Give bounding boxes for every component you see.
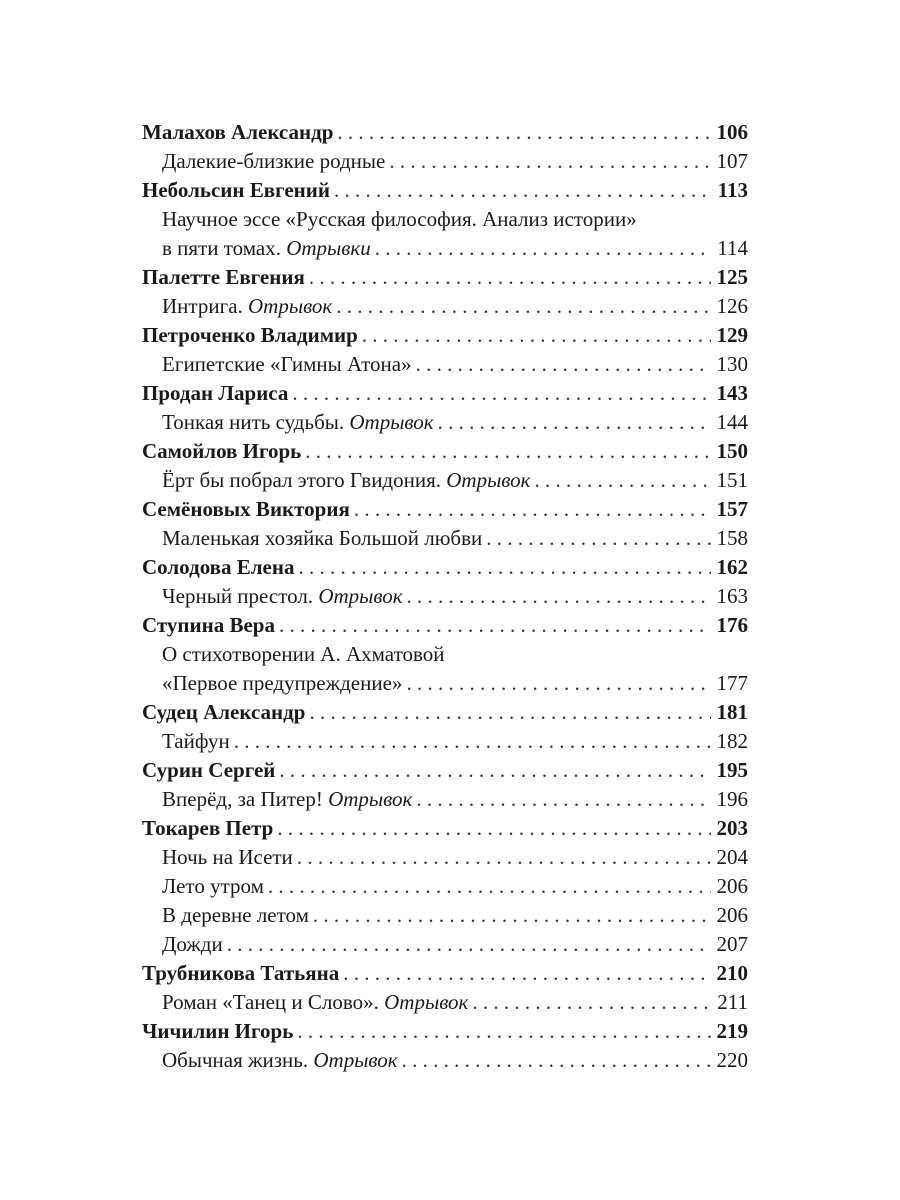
toc-entry-title (142, 176, 330, 205)
dot-leader (438, 408, 711, 437)
toc-entry-title-text: В деревне летом (162, 903, 309, 927)
toc-page-number: 203 (716, 816, 748, 840)
dot-leader (279, 756, 710, 785)
dot-leader (305, 437, 710, 466)
toc-entry-title (162, 205, 748, 234)
toc-entry-title-text: Продан Лариса (142, 381, 289, 405)
toc-author-entry (142, 959, 748, 988)
toc-entry-title-text: Петроченко Владимир (142, 323, 358, 347)
toc-entry-title (142, 553, 294, 582)
toc-work-entry (142, 930, 748, 959)
toc-page-number: 177 (716, 671, 748, 695)
dot-leader (416, 785, 710, 814)
toc-entry-title-text: Обычная жизнь. (162, 1048, 309, 1072)
toc-author-entry (142, 698, 748, 727)
dot-leader (354, 495, 711, 524)
dot-leader (234, 727, 711, 756)
toc-entry-title (162, 872, 264, 901)
toc-entry-title-text: Черный престол. (162, 584, 314, 608)
toc-entry-subtitle: Отрывок (248, 294, 333, 318)
toc-entry-subtitle: Отрывки (286, 236, 371, 260)
toc-entry-title (162, 234, 371, 263)
toc-page-number: 219 (716, 1019, 748, 1043)
table-of-contents (142, 118, 748, 1075)
toc-work-entry (142, 901, 748, 930)
toc-entry-title (142, 814, 273, 843)
dot-leader (416, 350, 711, 379)
toc-entry-title (162, 350, 412, 379)
toc-page-number: 126 (716, 294, 748, 318)
toc-author-entry (142, 118, 748, 147)
dot-leader (268, 872, 711, 901)
toc-entry-title-text: Сурин Сергей (142, 758, 276, 782)
toc-entry-title (162, 408, 434, 437)
toc-entry-title (162, 466, 530, 495)
toc-work-entry (142, 350, 748, 379)
toc-entry-title-text: Маленькая хозяйка Большой любви (162, 526, 483, 550)
toc-entry-title-text: Ступина Вера (142, 613, 275, 637)
toc-entry-title (142, 611, 275, 640)
toc-entry-title-text: Токарев Петр (142, 816, 274, 840)
toc-entry-title (162, 930, 223, 959)
toc-entry-title-text: Чичилин Игорь (142, 1019, 294, 1043)
toc-work-entry (142, 292, 748, 321)
toc-entry-title (162, 292, 332, 321)
toc-page-number: 113 (717, 178, 748, 202)
toc-page-number: 114 (717, 236, 748, 260)
dot-leader (297, 1017, 710, 1046)
toc-page-number: 163 (716, 584, 748, 608)
toc-author-entry (142, 553, 748, 582)
toc-work-entry (142, 147, 748, 176)
toc-work-entry (142, 582, 748, 611)
toc-entry-title (142, 263, 305, 292)
toc-page-number: 220 (716, 1048, 748, 1072)
toc-page-number: 125 (716, 265, 748, 289)
toc-work-entry (142, 408, 748, 437)
dot-leader (309, 263, 711, 292)
toc-entry-title (142, 379, 288, 408)
toc-page-number: 181 (716, 700, 748, 724)
toc-page-number: 158 (716, 526, 748, 550)
dot-leader (402, 1046, 711, 1075)
toc-entry-title (142, 321, 358, 350)
toc-author-entry (142, 814, 748, 843)
toc-entry-title-text: Роман «Танец и Слово». (162, 990, 379, 1014)
toc-entry-title-text: «Первое предупреждение» (162, 671, 403, 695)
toc-entry-title (162, 640, 748, 669)
toc-entry-title-text: Самойлов Игорь (142, 439, 302, 463)
dot-leader (389, 147, 710, 176)
toc-page-number: 207 (716, 932, 748, 956)
toc-author-entry (142, 1017, 748, 1046)
toc-author-entry (142, 611, 748, 640)
toc-entry-subtitle: Отрывок (313, 1048, 398, 1072)
dot-leader (336, 292, 710, 321)
toc-work-entry (142, 640, 748, 669)
toc-entry-title (142, 698, 305, 727)
toc-page-number: 130 (716, 352, 748, 376)
toc-author-entry (142, 263, 748, 292)
dot-leader (486, 524, 710, 553)
toc-page-number: 176 (716, 613, 748, 637)
toc-entry-title-text: О стихотворении А. Ахматовой (162, 642, 445, 666)
toc-entry-title-text: Тайфун (162, 729, 230, 753)
dot-leader (298, 553, 710, 582)
toc-page-number: 107 (716, 149, 748, 173)
toc-entry-title-text: в пяти томах. (162, 236, 281, 260)
toc-work-entry (142, 205, 748, 234)
toc-entry-title-text: Далекие-близкие родные (162, 149, 386, 173)
toc-entry-title-text: Тонкая нить судьбы. (162, 410, 345, 434)
toc-entry-title (162, 669, 402, 698)
toc-entry-subtitle: Отрывок (349, 410, 434, 434)
toc-entry-title-text: Семёновых Виктория (142, 497, 350, 521)
toc-entry-title (142, 959, 339, 988)
toc-work-entry (142, 988, 748, 1017)
toc-entry-subtitle: Отрывок (384, 990, 469, 1014)
toc-page-number: 157 (716, 497, 748, 521)
dot-leader (227, 930, 711, 959)
toc-author-entry (142, 756, 748, 785)
toc-page-number: 143 (716, 381, 748, 405)
toc-entry-subtitle: Отрывок (328, 787, 413, 811)
toc-author-entry (142, 176, 748, 205)
dot-leader (292, 379, 710, 408)
toc-page-number: 195 (716, 758, 748, 782)
dot-leader (375, 234, 712, 263)
dot-leader (362, 321, 711, 350)
toc-entry-title-text: Египетские «Гимны Атона» (162, 352, 412, 376)
dot-leader (277, 814, 710, 843)
dot-leader (534, 466, 710, 495)
toc-entry-title (142, 437, 301, 466)
toc-work-entry (142, 785, 748, 814)
toc-entry-title (162, 843, 293, 872)
toc-work-entry (142, 843, 748, 872)
dot-leader (279, 611, 711, 640)
dot-leader (309, 698, 710, 727)
toc-page-number: 206 (716, 903, 748, 927)
toc-work-entry (142, 234, 748, 263)
toc-page-number: 206 (716, 874, 748, 898)
dot-leader (343, 959, 710, 988)
toc-page-number: 150 (716, 439, 748, 463)
toc-entry-title (162, 727, 230, 756)
toc-author-entry (142, 437, 748, 466)
toc-author-entry (142, 321, 748, 350)
toc-entry-title-text: Малахов Александр (142, 120, 334, 144)
toc-work-entry (142, 466, 748, 495)
dot-leader (334, 176, 712, 205)
toc-page-number: 204 (716, 845, 748, 869)
toc-page-number: 129 (716, 323, 748, 347)
toc-page-number: 182 (716, 729, 748, 753)
toc-entry-title-text: Ночь на Исети (162, 845, 293, 869)
dot-leader (472, 988, 711, 1017)
toc-entry-title-text: Интрига. (162, 294, 243, 318)
toc-entry-title-text: Дожди (162, 932, 223, 956)
toc-page-number: 211 (717, 990, 748, 1014)
toc-entry-title (162, 785, 412, 814)
toc-entry-title-text: Палетте Евгения (142, 265, 305, 289)
dot-leader (337, 118, 710, 147)
toc-entry-title (162, 988, 468, 1017)
toc-work-entry (142, 1046, 748, 1075)
dot-leader (407, 582, 711, 611)
toc-entry-title (142, 495, 350, 524)
toc-entry-title-text: Небольсин Евгений (142, 178, 330, 202)
toc-entry-title (162, 582, 403, 611)
toc-entry-title (162, 147, 385, 176)
dot-leader (406, 669, 710, 698)
toc-page-number: 210 (716, 961, 748, 985)
toc-entry-title-text: Лето утром (162, 874, 264, 898)
toc-entry-title-text: Вперёд, за Питер! (162, 787, 323, 811)
toc-work-entry (142, 727, 748, 756)
toc-entry-title (142, 756, 275, 785)
toc-author-entry (142, 495, 748, 524)
toc-author-entry (142, 379, 748, 408)
toc-entry-title-text: Ёрт бы побрал этого Гвидония. (162, 468, 441, 492)
toc-page-number: 144 (716, 410, 748, 434)
toc-page-number: 162 (716, 555, 748, 579)
toc-work-entry (142, 669, 748, 698)
dot-leader (313, 901, 711, 930)
toc-work-entry (142, 872, 748, 901)
toc-entry-title-text: Научное эссе «Русская философия. Анализ истории» (162, 207, 637, 231)
toc-entry-subtitle: Отрывок (318, 584, 403, 608)
toc-entry-title-text: Судец Александр (142, 700, 306, 724)
toc-page-number: 196 (716, 787, 748, 811)
toc-entry-title (162, 1046, 398, 1075)
toc-entry-title (142, 118, 333, 147)
toc-page-number: 151 (716, 468, 748, 492)
toc-entry-title (162, 524, 482, 553)
toc-entry-subtitle: Отрывок (446, 468, 531, 492)
toc-entry-title-text: Трубникова Татьяна (142, 961, 340, 985)
toc-entry-title-text: Солодова Елена (142, 555, 295, 579)
toc-page-number: 106 (716, 120, 748, 144)
toc-work-entry (142, 524, 748, 553)
dot-leader (297, 843, 711, 872)
toc-entry-title (142, 1017, 293, 1046)
toc-entry-title (162, 901, 309, 930)
